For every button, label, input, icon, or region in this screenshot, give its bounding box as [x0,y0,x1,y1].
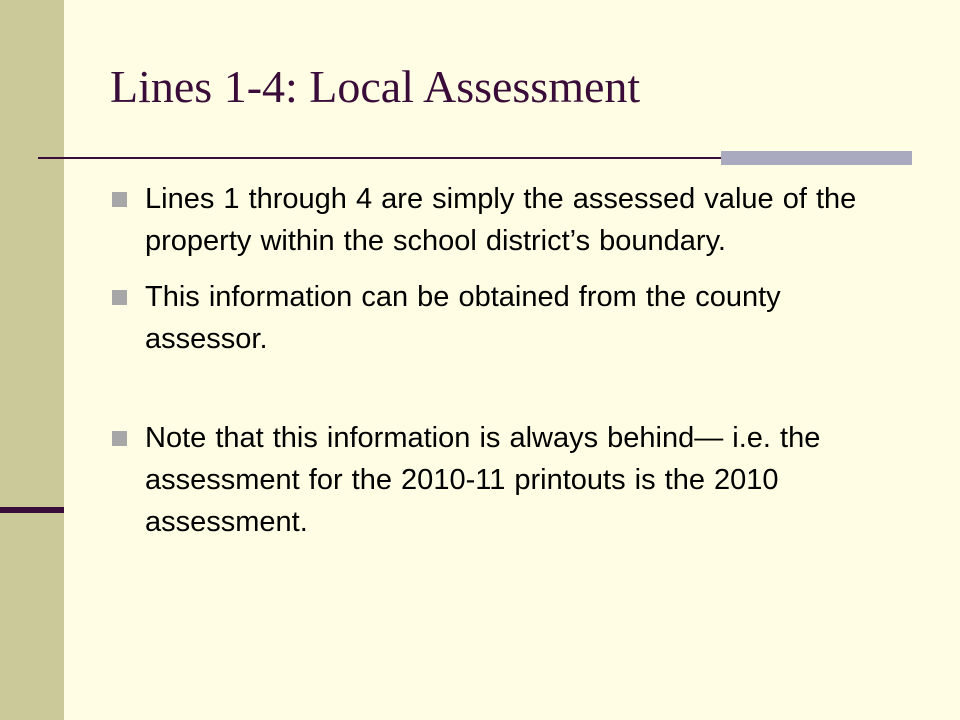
square-bullet-icon [112,290,127,305]
square-bullet-icon [112,192,127,207]
bullet-item [112,178,902,262]
square-bullet-icon [112,431,127,446]
left-accent-bar [0,507,64,513]
bullet-item [112,276,902,360]
bullet-text: Lines 1 through 4 are simply the assessed value of the property within the school district’s boundary. [145,183,857,257]
bullet-text: Note that this information is always behind— i.e. the assessment for the 2010-11 printouts is the 2010 assessment. [145,422,821,538]
bullet-list [112,178,902,543]
bullet-item [112,417,902,543]
bullet-text: This information can be obtained from the county assessor. [145,281,781,355]
title-divider-accent [721,151,912,165]
left-decorative-band [0,0,64,720]
slide-title: Lines 1-4: Local Assessment [110,61,641,112]
